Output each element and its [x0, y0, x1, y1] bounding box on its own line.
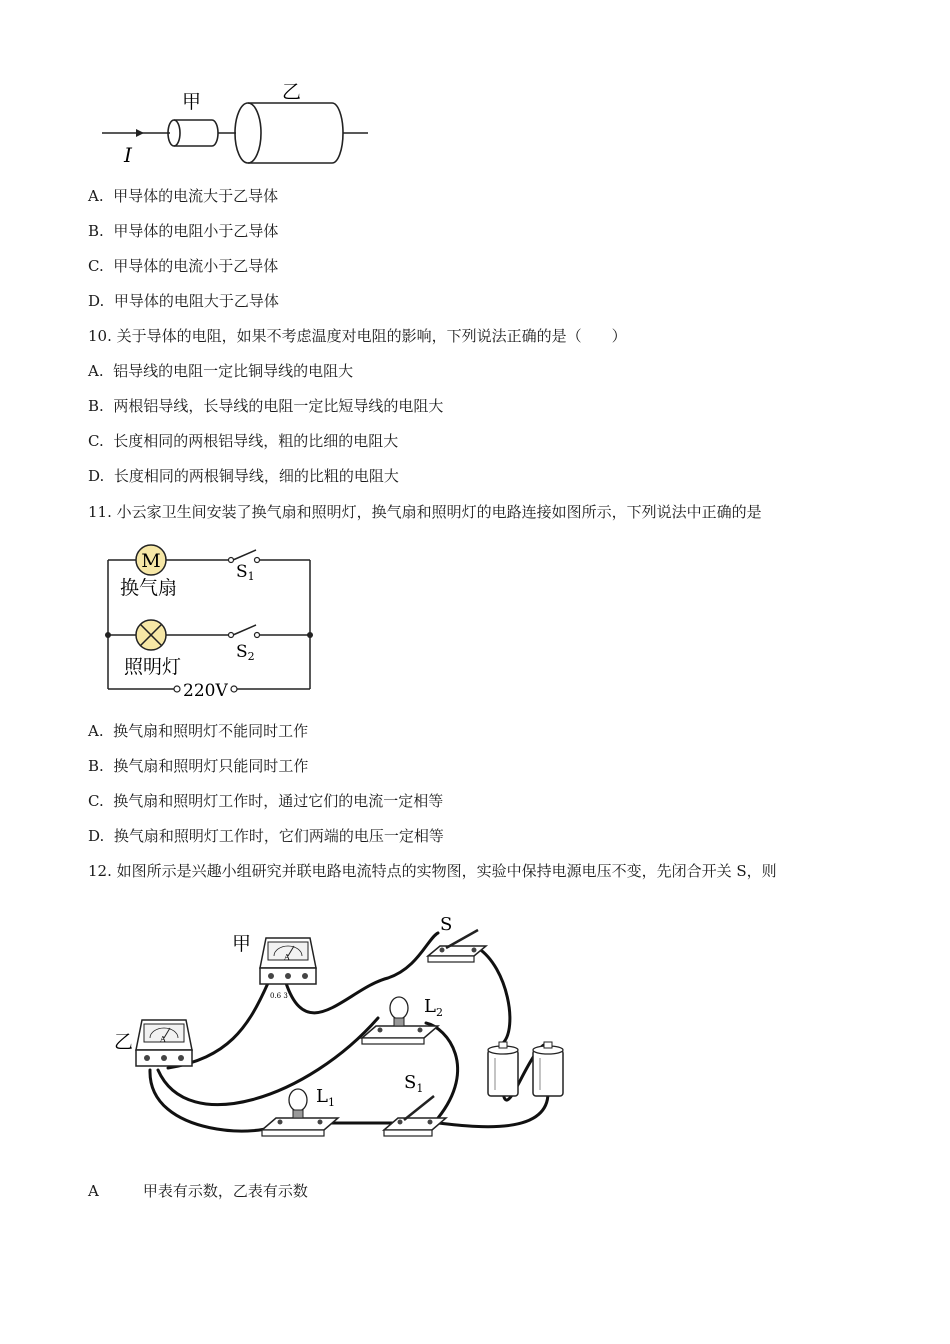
- q11-lamp-label: 照明灯: [124, 656, 182, 678]
- q10-option-a[interactable]: A. 铝导线的电阻一定比铜导线的电阻大: [88, 362, 354, 380]
- q11-fan-label: 换气扇: [120, 577, 178, 599]
- q12-wire-l2-to-s1: [426, 1023, 458, 1118]
- q11-junction-left: [105, 632, 111, 638]
- q12-switch-s1: [384, 1096, 446, 1136]
- q11-option-b[interactable]: B. 换气扇和照明灯只能同时工作: [88, 757, 309, 775]
- q12-wire-battery-to-s1: [438, 1093, 548, 1127]
- q12-label-yi: 乙: [114, 1031, 134, 1053]
- q11-stem: 11. 小云家卫生间安装了换气扇和照明灯，换气扇和照明灯的电路连接如图所示，下列说法中正确的是: [88, 503, 762, 521]
- q9-option-a[interactable]: A. 甲导体的电流大于乙导体: [88, 187, 279, 205]
- q11-switch-s2-blade: [233, 625, 256, 635]
- q11-option-a[interactable]: A. 换气扇和照明灯不能同时工作: [88, 722, 309, 740]
- q12-label-l2: $L_2$: [424, 996, 443, 1019]
- q9-label-current: I: [124, 143, 132, 167]
- q12-battery-1: [488, 1042, 518, 1096]
- q10-option-b[interactable]: B. 两根铝导线，长导线的电阻一定比短导线的电阻大: [88, 397, 444, 415]
- q10-stem: 10. 关于导体的电阻，如果不考虑温度对电阻的影响，下列说法正确的是（ ）: [88, 327, 627, 345]
- q10-option-d[interactable]: D. 长度相同的两根铜导线，细的比粗的电阻大: [88, 467, 399, 485]
- q12-battery-2: [533, 1042, 563, 1096]
- q12-meter-jia-unit: A: [284, 953, 290, 962]
- q12-physical-circuit-figure: [108, 908, 578, 1148]
- q11-junction-right: [307, 632, 313, 638]
- q11-circuit-figure: [96, 540, 322, 700]
- q11-option-d[interactable]: D. 换气扇和照明灯工作时，它们两端的电压一定相等: [88, 827, 444, 845]
- q12-meter-jia-range: 0.6 3: [270, 992, 288, 1000]
- q9-option-c[interactable]: C. 甲导体的电流小于乙导体: [88, 257, 279, 275]
- q12-label-s1: $S_1$: [404, 1072, 424, 1095]
- q12-meter-yi-unit: A: [160, 1035, 166, 1044]
- q12-option-a[interactable]: A 甲表有示数，乙表有示数: [88, 1182, 308, 1200]
- q12-wire-s-to-battery: [478, 948, 510, 1043]
- q9-label-yi: 乙: [282, 81, 302, 103]
- q12-wire-yi-to-l1: [150, 1070, 278, 1131]
- q9-option-b[interactable]: B. 甲导体的电阻小于乙导体: [88, 222, 279, 240]
- q9-option-d[interactable]: D. 甲导体的电阻大于乙导体: [88, 292, 279, 310]
- q11-voltage-label: 220V: [183, 681, 228, 700]
- q12-label-jia: 甲: [232, 933, 252, 955]
- q11-option-c[interactable]: C. 换气扇和照明灯工作时，通过它们的电流一定相等: [88, 792, 444, 810]
- q9-label-jia: 甲: [182, 91, 202, 113]
- q12-label-s: S: [440, 914, 453, 935]
- q12-stem: 12. 如图所示是兴趣小组研究并联电路电流特点的实物图，实验中保持电源电压不变，先闭合开关 S，则: [88, 862, 777, 880]
- q11-motor-label: M: [141, 550, 161, 572]
- q9-current-arrow: [136, 129, 144, 137]
- q12-label-l1: $L_1$: [316, 1086, 335, 1109]
- q10-option-c[interactable]: C. 长度相同的两根铝导线，粗的比细的电阻大: [88, 432, 399, 450]
- q11-lamp: [136, 620, 166, 650]
- q9-conductor-yi: [248, 103, 343, 163]
- q11-s2-label: S2: [236, 642, 255, 663]
- q9-conductor-figure: [96, 80, 376, 170]
- q11-switch-s1-blade: [233, 550, 256, 560]
- q11-s1-label: S1: [236, 562, 255, 583]
